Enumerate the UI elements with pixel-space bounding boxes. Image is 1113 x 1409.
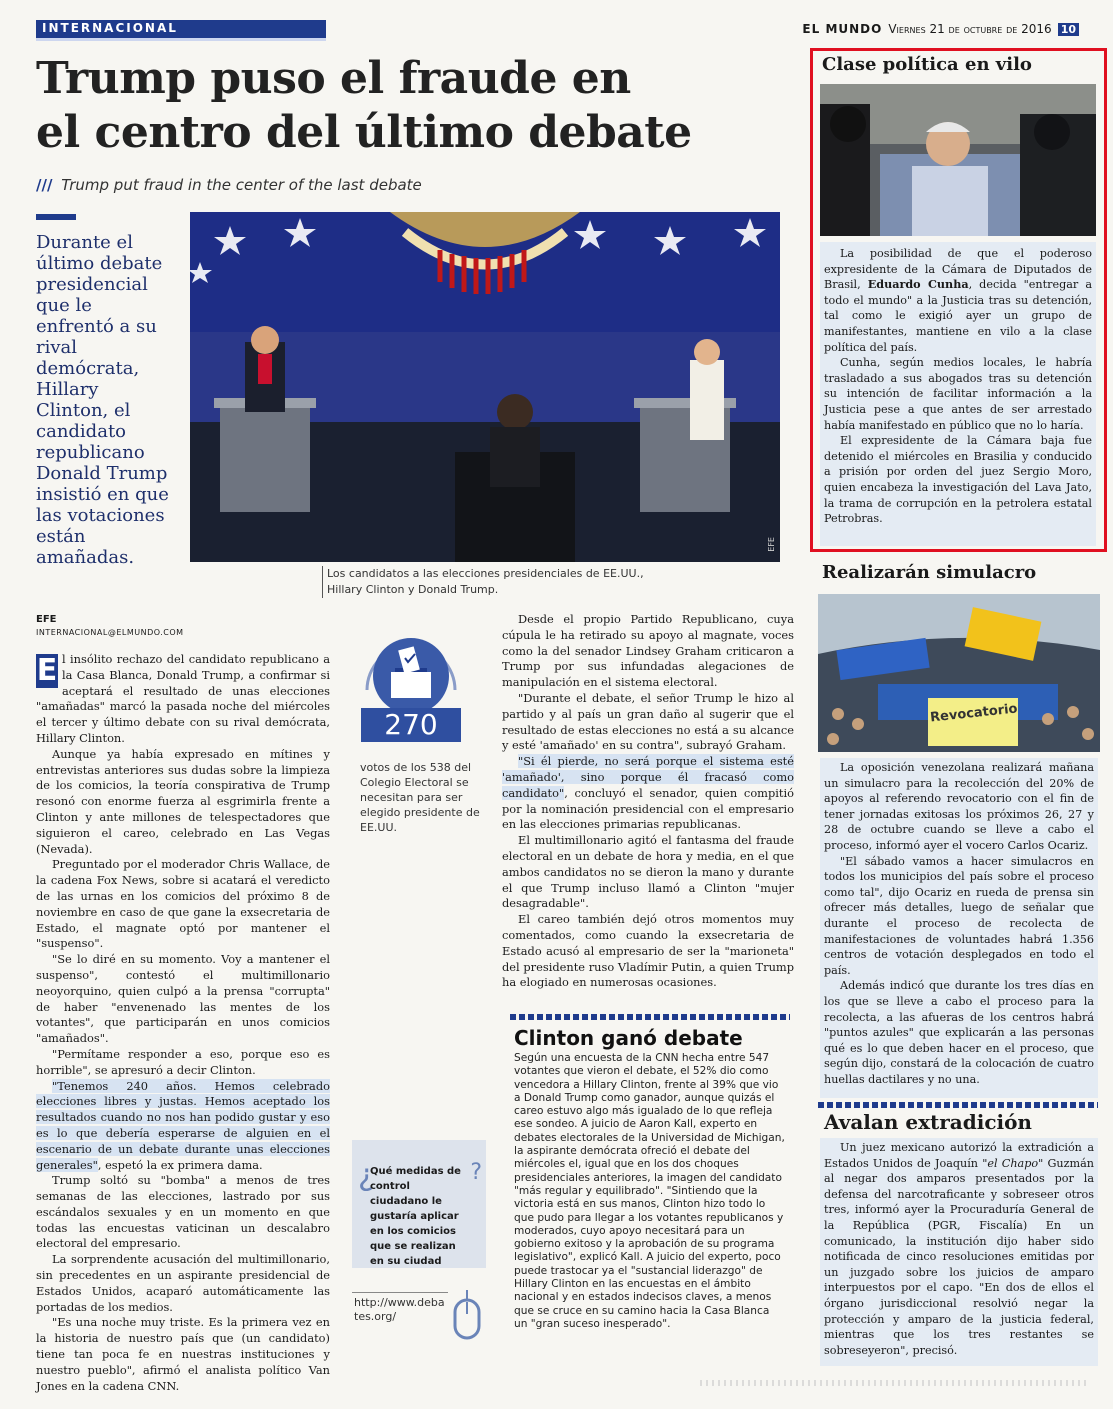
article-paragraph: Desde el propio Partido Republicano, cuya cúpula le ha retirado su apoyo al magnate, voces como la del senador Lindsey Graham criticaron a Trump por sus infundadas alegaciones de manipulación en el sistema electoral.: [502, 612, 794, 690]
debate-photo: [190, 212, 780, 562]
clinton-box-title: Clinton ganó debate: [514, 1026, 743, 1050]
article-paragraph: "Durante el debate, el señor Trump le hizo al partido y al país un gran daño al sugerir que el resultado de estas elecciones no está a su alcance y esté 'amañado' en su contra", subrayó Graham.: [502, 690, 794, 753]
headline: [36, 52, 776, 160]
drop-cap: E: [36, 653, 58, 688]
article-column-1: [36, 652, 330, 1394]
stat-number: 270: [384, 708, 438, 741]
divider: [352, 1292, 448, 1293]
arrest-scene-illustration: [820, 84, 1096, 236]
photo-credit: EFE: [767, 537, 776, 552]
protest-crowd-illustration: [818, 594, 1100, 752]
caption-line-1: Los candidatos a las elecciones presidenciales de EE.UU.,: [327, 567, 644, 580]
article-paragraph: El multimillonario agitó el fantasma del fraude electoral en un debate de hora y media, en el que ambos candidatos no se dieron la mano y durante el que Trump incluso llamó a Clinton "mujer desagradable".: [502, 833, 794, 911]
caption-line-2: Hillary Clinton y Donald Trump.: [327, 583, 499, 596]
article-paragraph: La sorprendente acusación del multimillonario, sin precedentes en un aspirante presidencial de Estados Unidos, acaparó automáticamente las portadas de los medios.: [36, 1252, 330, 1314]
subtitle-slashes: ///: [36, 176, 53, 194]
scan-artifact: [700, 1380, 1090, 1386]
story-paragraph: El expresidente de la Cámara baja fue detenido el miércoles en Brasilia y conducido a prisión por orden del juez Sergio Moro, quien encabeza la investigación del Lava Jato, la trama de corrupción en la petrolera estatal Petrobras.: [824, 434, 1092, 526]
section-tag-underline: [36, 38, 326, 41]
article-paragraph: "Permítame responder a eso, porque eso es horrible", se apresuró a decir Clinton.: [36, 1046, 330, 1077]
article-paragraph: Preguntado por el moderador Chris Wallace, de la cadena Fox News, sobre si acatará el veredicto de las urnas en los comicios del próximo 8 de noviembre en caso de que gane la exsecretaria de Estado, el magnate optó por mantener el "suspenso".: [36, 857, 330, 951]
box-top-rule: [510, 1014, 790, 1020]
article-paragraph: E l insólito rechazo del candidato republicano a la Casa Blanca, Donald Trump, a confirmar si aceptará el resultado de unas elecciones "amañadas" marcó la pasada noche del miércoles el tercer y último debate con su rival demócrata, Hillary Clinton.: [36, 652, 330, 745]
headline-line-1: Trump puso el fraude en: [36, 53, 631, 104]
subtitle: [36, 176, 422, 194]
protest-sign-text: Revocatorio: [929, 701, 1019, 726]
highlighted-quote-paragraph: "Tenemos 240 años. Hemos celebrado elecciones libres y justas. Hemos aceptado los resultados cuando no nos han podido gustar y eso es lo que debería esperarse de alguien en el escenario de un debate durante unas elecciones generales", espetó la ex primera dama.: [36, 1078, 330, 1172]
highlighted-quote-paragraph: "Si él pierde, no será porque el sistema esté 'amañado', sino porque él fracasó como candidato", concluyó el senador, quien compitió por la nominación presidencial con el empresario en las elecciones primarias republicanas.: [502, 754, 794, 832]
article-column-3: [502, 612, 794, 991]
clinton-box-body: Según una encuesta de la CNN hecha entre 547 votantes que vieron el debate, el 52% dio como vencedora a Hillary Clinton, frente al 39% que vio a Donald Trump como ganador, aunque quizás el careo estuvo algo más igualado de lo que refleja ese sondeo. A juicio de Aaron Kall, experto en debates electorales de la Universidad de Michigan, la aspirante demócrata ofreció el debate del miércoles el, igual que en los dos choques presidenciales anteriores, la imagen del candidato "más regular y equilibrado". "Sintiendo que la victoria está en sus manos, Clinton hizo todo lo que pudo para llegar a los votantes republicanos y moderados, cuyo apoyo necesitará para un gobierno exitoso y la aprobación de su programa legislativo", explicó Kall. A juicio del experto, poco puede trastocar ya el "sustancial liderazgo" de Hillary Clinton en las encuestas en el ámbito nacional y en estados indecisos claves, a menos que se cruce en su camino hacia la Casa Blanca un "gran suceso inesperado".: [514, 1052, 785, 1330]
highlighted-quote: "Tenemos 240 años. Hemos celebrado elecciones libres y justas. Hemos aceptado los resultados cuando no nos han podido gustar y eso es lo que debería esperarse de alguien en el escenario de un debate durante unas elecciones generales": [36, 1078, 330, 1172]
bold-name: Eduardo Cunha: [867, 277, 969, 292]
debate-stage-illustration: [190, 212, 780, 562]
section-tag: INTERNACIONAL: [36, 20, 326, 38]
question-mark-close: ?: [470, 1160, 482, 1185]
headline-line-2: el centro del último debate: [36, 107, 692, 158]
question-mark-open: ¿: [358, 1158, 374, 1193]
debates-link[interactable]: http://www.debates.org/: [354, 1296, 445, 1323]
page-number: 10: [1058, 23, 1079, 36]
stat-note: votos de los 538 del Colegio Electoral se necesitan para ser elegido presidente de EE.UU.: [360, 761, 480, 834]
newspaper-name: EL MUNDO: [802, 22, 883, 36]
venezuela-protest-photo: [818, 594, 1100, 752]
mexico-story-body: [820, 1138, 1098, 1366]
issue-date: Viernes 21 de octubre de 2016: [888, 22, 1052, 36]
article-paragraph: Trump soltó su "bomba" a menos de tres semanas de las elecciones, lastrado por sus escándalos sexuales y en un momento en que todas las encuestas vaticinan un descalabro electoral del empresario.: [36, 1173, 330, 1251]
subtitle-text: Trump put fraud in the center of the last debate: [61, 176, 422, 194]
story-paragraph: La posibilidad de que el poderoso expresidente de la Cámara de Diputados de Brasil, Eduardo Cunha, decida "entregar a todo el mundo" a la Justicia tras su detención, tal como le exigió ayer un grupo de manifestantes, mantiene en vilo a la clase política del país.: [824, 247, 1092, 354]
mexico-story-title: Avalan extradición: [824, 1110, 1032, 1134]
italic-nickname: "el Chapo": [982, 1156, 1044, 1170]
article-paragraph: "Es una noche muy triste. Es la primera vez en la historia de nuestro país que (un candidato) tiene tan poca fe en nuestras instituciones y nuestro pueblo", afirmó el analista político Van Jones en la cadena CNN.: [36, 1315, 330, 1393]
mouse-icon: [452, 1290, 482, 1340]
byline-email[interactable]: INTERNACIONAL@ELMUNDO.COM: [36, 628, 184, 637]
story-paragraph: Además indicó que durante los tres días en los que se lleve a cabo el proceso para la recolecta, a las afueras de los centros habrá "puntos azules" que explicarán a las personas qué es lo que deben hacer en el proceso, que según dijo, constará de la colocación de cuatro huellas dactilares y no una.: [824, 979, 1094, 1086]
story-top-rule: [818, 1102, 1098, 1108]
lead-marker: [36, 214, 76, 220]
article-paragraph: "Se lo diré en su momento. Voy a mantener el suspenso", contestó el multimillonario neoyorquino, quien culpó a la prensa "corrupta" de haber "envenenado las mentes de los votantes", que participarán en unos comicios "amañados".: [36, 952, 330, 1046]
story-paragraph: Un juez mexicano autorizó la extradición a Estados Unidos de Joaquín "el Chapo" Guzmán al negar dos amparos presentados por la defensa del narcotraficante y sobreseer otros tres, informó ayer la Procuraduría General de la República (PGR, Fiscalía) En un comunicado, la institución dijo haber sido notificada de cinco resoluciones emitidas por un juzgado sobre los juicios de amparo interpuestos por el capo. "En dos de ellos el órgano jurisdiccional resolvió negar la protección y amparo de la justicia federal, mientras que los tres restantes se sobreseyeron", precisó.: [824, 1141, 1095, 1357]
brazil-story-body: [820, 242, 1096, 546]
byline-agency: EFE: [36, 614, 57, 625]
brazil-story-title: Clase política en vilo: [822, 54, 1032, 75]
poll-question: Qué medidas de control ciudadano le gustaría aplicar en los comicios que se realizan en su ciudad: [370, 1166, 461, 1267]
venezuela-story-title: Realizarán simulacro: [822, 562, 1037, 583]
lead-paragraph: Durante el último debate presidencial que le enfrentó a su rival demócrata, Hillary Clinton, el candidato republicano Donald Trump insistió en que las votaciones están amañadas.: [36, 232, 169, 568]
masthead: [802, 20, 1079, 38]
story-paragraph: "El sábado vamos a hacer simulacros en todos los municipios del país sobre el proceso como tal", dijo Ocariz en rueda de prensa sin ofrecer más detalles, luego de señalar que durante el proceso de recolecta de manifestaciones de voluntades habrá 1.356 centros de votación desplegados en todo el país.: [824, 854, 1094, 977]
cunha-arrest-photo: [820, 84, 1096, 236]
ballot-stat-graphic: [355, 620, 467, 744]
photo-caption: [322, 566, 682, 598]
venezuela-story-body: [820, 758, 1098, 1098]
story-paragraph: La oposición venezolana realizará mañana un simulacro para la recolección del 20% de apoyos al referendo revocatorio con el fin de tener jornadas exitosas los próximos 26, 27 y 28 de octubre cuando se lleve a cabo el proceso, informó ayer el vocero Carlos Ocariz.: [824, 761, 1094, 852]
highlighted-quote: "Si él pierde, no será porque el sistema esté 'amañado', sino porque él fracasó como candidato": [502, 754, 794, 800]
poll-question-box: [352, 1140, 486, 1268]
article-paragraph: Aunque ya había expresado en mítines y entrevistas anteriores sus dudas sobre la limpieza de los comicios, la teoría conspirativa de Trump resonó con enorme fuerza al esgrimirla frente a Clinton y ante millones de telespectadores que siguieron el careo, celebrado en Las Vegas (Nevada).: [36, 746, 330, 856]
story-paragraph: Cunha, según medios locales, le habría trasladado a sus abogados tras su detención su intención de facilitar información a la Justicia pese a que antes de ser arrestado había manifestado en público que no lo haría.: [824, 356, 1092, 432]
article-paragraph: El careo también dejó otros momentos muy comentados, como cuando la exsecretaria de Estado acusó al empresario de ser la "marioneta" del presidente ruso Vladímir Putin, a quien Trump ha elogiado en numerosas ocasiones.: [502, 912, 794, 990]
